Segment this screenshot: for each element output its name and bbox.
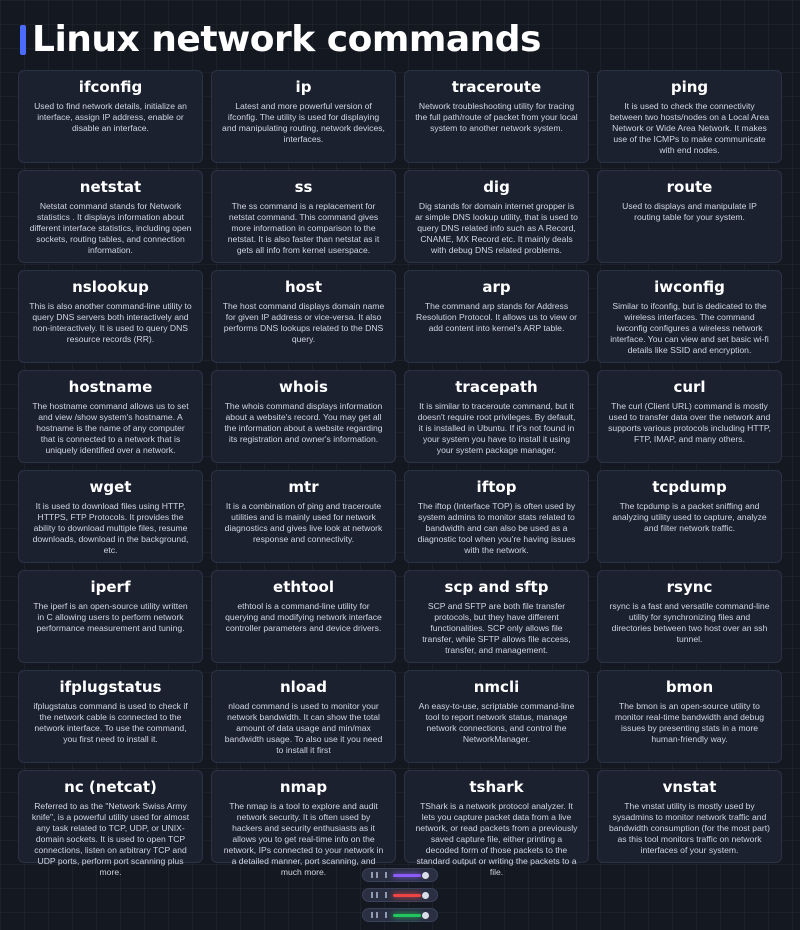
command-description: The bmon is an open-source utility to monitor real-time bandwidth and debug issues by presenting stats in a more human-friendly way. [614, 701, 765, 745]
command-card [404, 470, 589, 563]
command-description: This is also another command-line utility to query DNS servers both interactively and non-interactively. It is used to query DNS resource records (RR). [29, 301, 192, 345]
server-stack-icon [362, 868, 438, 924]
command-card [404, 270, 589, 363]
command-card [18, 670, 203, 763]
command-name: rsync [666, 578, 713, 596]
command-name: tshark [469, 778, 524, 796]
command-name: wget [89, 478, 132, 496]
command-description: The ss command is a replacement for netstat command. This command gives more information in comparison to the netstat. It is also faster than netstat as it gets all info from kernel userspace. [227, 201, 380, 256]
command-description: The iperf is an open-source utility written in C allowing users to perform network performance measurement and tuning. [33, 601, 188, 634]
command-description: It is used to check the connectivity between two hosts/nodes on a Local Area Network or Wide Area Network. It makes use of the ICMPs to make communicate with end nodes. [609, 101, 770, 156]
command-card [211, 470, 396, 563]
command-card [18, 370, 203, 463]
command-card [18, 70, 203, 163]
command-name: nslookup [72, 278, 149, 296]
command-card [597, 270, 782, 363]
command-description: It is similar to traceroute command, but it doesn't require root privileges. By default, it is installed in Ubuntu. If it's not found in your system you have to install it using your system package manager. [417, 401, 576, 456]
command-description: The nmap is a tool to explore and audit network security. It is often used by hackers and security enthusiasts as it allows you to get real-time info on the network, IPs connected to your network in a detailed manner, port scanning, and much more. [223, 801, 384, 878]
command-card [18, 170, 203, 263]
command-card [597, 770, 782, 863]
command-description: It is used to download files using HTTP, HTTPS, FTP Protocols. It provides the ability to download multiple files, resume downloads, download in the background, etc. [32, 501, 189, 556]
server-unit-bottom [362, 908, 438, 922]
command-description: The vnstat utility is mostly used by sysadmins to monitor network traffic and bandwidth consumption (for the most part) as this tool monitors traffic on network interfaces of your system. [609, 801, 770, 856]
command-name: iftop [476, 478, 517, 496]
command-name: ifconfig [78, 78, 143, 96]
command-description: nload command is used to monitor your network bandwidth. It can show the total amount of data usage and min/max bandwidth usage. To also use it you need to install it first [224, 701, 383, 756]
command-name: mtr [288, 478, 319, 496]
command-card [211, 770, 396, 878]
command-name: traceroute [451, 78, 542, 96]
command-description: SCP and SFTP are both file transfer protocols, but they have different functionalities. SCP only allows file transfer, while SFTP allows file access, transfer, and management. [422, 601, 571, 656]
command-name: curl [673, 378, 706, 396]
command-card [18, 470, 203, 563]
command-card [211, 70, 396, 163]
command-name: whois [279, 378, 328, 396]
command-card [404, 70, 589, 163]
command-card [404, 670, 589, 763]
command-name: bmon [665, 678, 714, 696]
command-name: netstat [79, 178, 142, 196]
command-name: hostname [68, 378, 153, 396]
command-card [18, 570, 203, 663]
command-card [211, 170, 396, 263]
command-name: ping [670, 78, 709, 96]
command-description: rsync is a fast and versatile command-line utility for synchronizing files and directories between two host over an ssh tunnel. [609, 601, 770, 645]
command-name: ss [294, 178, 313, 196]
command-description: Used to find network details, initialize an interface, assign IP address, enable or disable an interface. [34, 101, 187, 134]
command-name: route [666, 178, 713, 196]
command-name: tracepath [455, 378, 538, 396]
command-name: dig [483, 178, 510, 196]
title-accent-bar [20, 25, 26, 55]
command-description: ethtool is a command-line utility for querying and modifying network interface controller parameters and device drivers. [225, 601, 382, 634]
command-description: The whois command displays information about a website's record. You may get all the information about a website regarding its registration and owner's information. [224, 401, 383, 445]
command-name: arp [482, 278, 511, 296]
command-description: The command arp stands for Address Resolution Protocol. It allows us to view or add content into kernel's ARP table. [416, 301, 577, 334]
command-description: The iftop (Interface TOP) is often used by system admins to monitor stats related to bandwidth and can also be used as a diagnostic tool when you're having issues with the network. [417, 501, 576, 556]
command-description: Used to displays and manipulate IP routing table for your system. [622, 201, 757, 223]
command-description: Referred to as the "Network Swiss Army knife", is a powerful utility used for almost any task related to TCP, UDP, or UNIX-domain sockets. It is used to open TCP connections, listen on arbitrary TCP and UDP ports, perform port scanning plus more. [31, 801, 190, 878]
command-name: vnstat [662, 778, 717, 796]
command-card [597, 70, 782, 163]
server-unit-top [362, 868, 438, 882]
command-description: Similar to ifconfig, but is dedicated to the wireless interfaces. The command iwconfig configures a wireless network interface. You can view and set basic wi-fi details like SSID and encryption. [610, 301, 769, 356]
command-name: nmcli [473, 678, 520, 696]
command-name: nc (netcat) [64, 778, 157, 796]
command-description: The curl (Client URL) command is mostly used to transfer data over the network and supports various protocols including HTTP, FTP, IMAP, and many others. [608, 401, 771, 445]
command-card [597, 470, 782, 563]
command-card [404, 570, 589, 663]
command-name: nload [280, 678, 327, 696]
command-card [404, 170, 589, 263]
command-description: It is a combination of ping and traceroute utilities and is mainly used for network diagnostics and gives live look at network response and connectivity. [224, 501, 383, 545]
command-description: The hostname command allows us to set and view /show system's hostname. A hostname is the name of any computer that is connected to a network that is uniquely identified over a network. [32, 401, 189, 456]
command-name: nmap [279, 778, 328, 796]
command-card [597, 670, 782, 763]
command-card [404, 770, 589, 878]
command-description: ifplugstatus command is used to check if the network cable is connected to the network interface. To use the command, you first need to install it. [33, 701, 188, 745]
command-name: iwconfig [654, 278, 725, 296]
command-card [211, 370, 396, 463]
command-name: ethtool [273, 578, 334, 596]
command-card [597, 570, 782, 663]
command-name: ifplugstatus [59, 678, 162, 696]
command-description: The tcpdump is a packet sniffing and analyzing utility used to capture, analyze and filter network traffic. [612, 501, 767, 534]
command-card [597, 170, 782, 263]
command-name: host [284, 278, 323, 296]
command-card [211, 570, 396, 663]
command-name: ip [295, 78, 312, 96]
command-name: iperf [90, 578, 131, 596]
command-card [211, 670, 396, 763]
command-description: TShark is a network protocol analyzer. It lets you capture packet data from a live network, or read packets from a previously saved capture file, either printing a decoded form of those packets to the standard output or writing the packets to a file. [415, 801, 578, 878]
command-name: tcpdump [652, 478, 727, 496]
command-card [18, 770, 203, 878]
command-card-grid [18, 70, 782, 878]
command-description: Network troubleshooting utility for tracing the full path/route of packet from your local system to another network system. [415, 101, 578, 134]
command-card [404, 370, 589, 463]
command-card [211, 270, 396, 363]
command-card [597, 370, 782, 463]
command-name: scp and sftp [444, 578, 549, 596]
command-description: Latest and more powerful version of ifconfig. The utility is used for displaying and manipulating routing, network devices, interfaces. [222, 101, 385, 145]
page-header [20, 14, 541, 66]
command-description: Netstat command stands for Network statistics . It displays information about different interface statistics, including open sockets, routing tables, and connection information. [29, 201, 192, 256]
command-description: The host command displays domain name for given IP address or vice-versa. It also performs DNS lookups related to the DNS query. [222, 301, 385, 345]
command-description: An easy-to-use, scriptable command-line tool to report network status, manage network connections, and control the NetworkManager. [418, 701, 575, 745]
command-card [18, 270, 203, 363]
page-title: Linux network commands [32, 19, 541, 60]
command-description: Dig stands for domain internet gropper is ar simple DNS lookup utility, that is used to query DNS related info such as A Record, CNAME, MX Record etc. It mainly deals with debug DNS related problems. [415, 201, 578, 256]
server-unit-middle [362, 888, 438, 902]
